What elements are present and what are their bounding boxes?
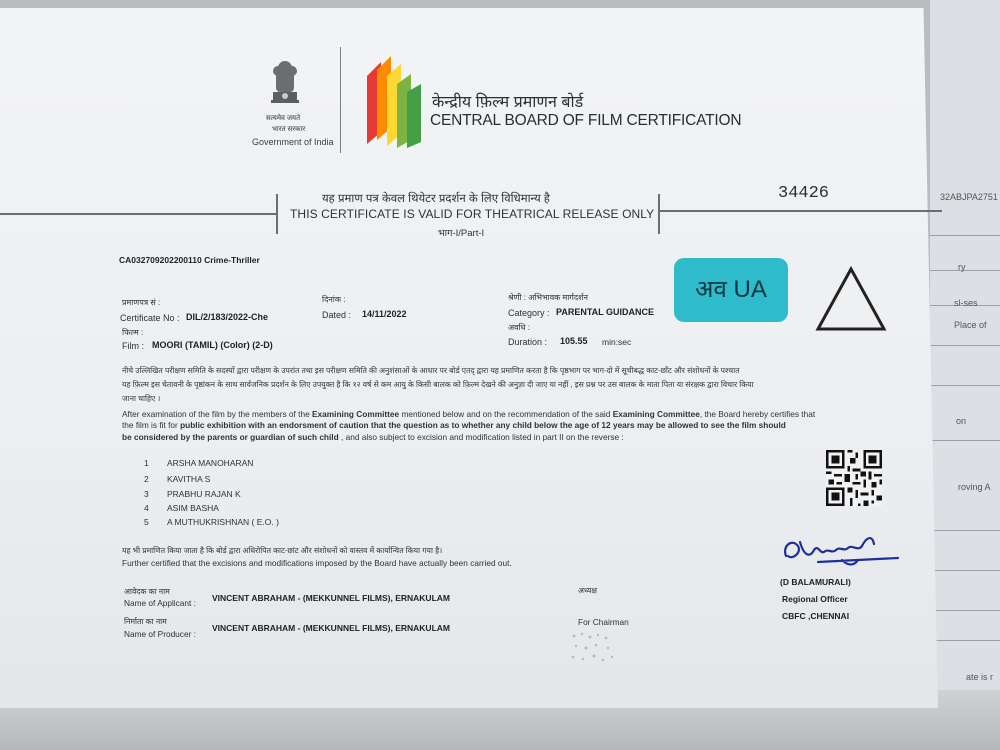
hindi-paragraph-line1: नीचे उल्लिखित परीक्षण समिति के सदस्यों द्वारा परीक्षण के उपरांत तथा इस परीक्षण समिति की अनुशंसाओं के आधार पर बोर्ड एतद् द्वारा यह प्रमाणित करता है कि पृष्ठभाग पर भाग-दो में सूचीबद्ध काट-छाँट और संशोधनों के पश्चात: [122, 366, 740, 375]
duration-value: 105.55: [560, 336, 588, 346]
list-item-number: 1: [144, 458, 149, 468]
background-line: [930, 385, 1000, 386]
header-rule-right: [660, 210, 942, 212]
text-run: After examination of the film by the members of the: [122, 409, 312, 419]
background-text: on: [956, 416, 967, 426]
film-hindi: फिल्म :: [122, 328, 144, 337]
english-paragraph-line2: [122, 420, 786, 430]
list-item-name: ARSHA MANOHARAN: [167, 458, 254, 468]
producer-hindi: निर्माता का नाम: [124, 617, 167, 626]
text-run-bold: Examining Committee: [612, 409, 700, 419]
validity-english: THIS CERTIFICATE IS VALID FOR THEATRICAL RELEASE ONLY: [290, 207, 655, 221]
list-item-name: KAVITHA S: [167, 474, 211, 484]
reference-number: CA032709202200110 Crime-Thriller: [119, 255, 260, 265]
list-item-number: 4: [144, 503, 149, 513]
duration-unit: min:sec: [602, 337, 632, 347]
qr-code-icon: [826, 450, 882, 506]
certificate-no-label: Certificate No :: [120, 313, 180, 323]
banner-bracket-right: [658, 194, 660, 234]
list-item-number: 3: [144, 489, 149, 499]
text-run-bold: Examining Committee: [312, 409, 400, 419]
duration-label: Duration :: [508, 337, 548, 347]
dated-value: 14/11/2022: [362, 309, 407, 319]
certificate-no-value: DIL/2/183/2022-Che: [186, 312, 269, 322]
serial-number: 34426: [778, 184, 830, 203]
list-item: [144, 474, 211, 484]
national-emblem-icon: [265, 58, 305, 114]
applicant-label: Name of Applicant :: [124, 598, 196, 608]
hindi-paragraph-line2: यह फ़िल्म इस चेतावनी के पृष्ठांकन के साथ सार्वजनिक प्रदर्शन के लिए उपयुक्त है कि १२ वर्ष से कम आयु के किसी बालक को फ़िल्म देखने की अनुज्ञा दी जाए या नहीं , इस प्रश्न पर उस बालक के माता पिता या संरक्षक द्वारा विचार किया: [122, 380, 754, 389]
header-divider: [340, 47, 341, 153]
hindi-paragraph-line3: जाना चाहिए ।: [122, 394, 161, 403]
board-name-hindi: केन्द्रीय फ़िल्म प्रमाणन बोर्ड: [432, 94, 584, 111]
further-english: Further certified that the excisions and modifications imposed by the Board have actually been carried out.: [122, 558, 512, 568]
cbfc-logo-icon: [365, 56, 423, 148]
category-hindi: श्रेणी : अभिभावक मार्गदर्शन: [508, 293, 588, 302]
background-document: [930, 0, 1000, 750]
govt-hindi: भारत सरकार: [272, 126, 306, 133]
background-line: [930, 610, 1000, 611]
background-text: ate is r: [966, 672, 994, 682]
background-text: sl-ses: [954, 298, 978, 308]
govt-english: Government of India: [252, 137, 334, 147]
list-item-number: 5: [144, 517, 149, 527]
film-value: MOORI (TAMIL) (Color) (2-D): [152, 340, 273, 350]
rating-badge: अव UA: [674, 258, 788, 322]
background-text: 32ABJPA2751: [940, 192, 998, 202]
list-item-name: ASIM BASHA: [167, 503, 219, 513]
officer-title: Regional Officer: [782, 594, 848, 604]
list-item: [144, 458, 254, 468]
background-line: [930, 570, 1000, 571]
list-item: [144, 503, 219, 513]
list-item-number: 2: [144, 474, 149, 484]
english-paragraph-line3: [122, 432, 624, 442]
background-line: [930, 440, 1000, 441]
text-run: , and also subject to excision and modification listed in part II on the reverse :: [338, 432, 624, 442]
validity-part: भाग-I/Part-I: [438, 228, 485, 239]
producer-value: VINCENT ABRAHAM - (MEKKUNNEL FILMS), ERNAKULAM: [212, 623, 450, 633]
emblem-motto: सत्यमेव जयते: [266, 115, 301, 122]
dated-hindi: दिनांक :: [322, 295, 346, 304]
applicant-hindi: आवेदक का नाम: [124, 587, 170, 596]
background-line: [930, 345, 1000, 346]
applicant-value: VINCENT ABRAHAM - (MEKKUNNEL FILMS), ERNAKULAM: [212, 593, 450, 603]
text-run: mentioned below and on the recommendation of the said: [399, 409, 613, 419]
chairman-hindi: अध्यक्ष: [578, 586, 598, 595]
text-run-bold: public exhibition with an endorsment of caution that the question as to whether any child below the age of 12 years may be allowed to see the film should: [180, 420, 786, 430]
background-text: Place of: [954, 320, 987, 330]
officer-signature: [778, 526, 908, 576]
list-item: [144, 489, 241, 499]
list-item-name: A MUTHUKRISHNAN ( E.O. ): [167, 517, 279, 527]
dated-label: Dated :: [322, 310, 352, 320]
list-item-name: PRABHU RAJAN K: [167, 489, 241, 499]
english-paragraph-line1: [122, 409, 815, 419]
background-text: roving A: [958, 482, 991, 492]
text-run: the film is fit for: [122, 420, 181, 430]
certificate-no-hindi: प्रमाणपत्र सं :: [122, 298, 161, 307]
category-value: PARENTAL GUIDANCE: [556, 307, 655, 317]
duration-hindi: अवधि :: [508, 323, 530, 332]
chairman-label: For Chairman: [578, 617, 629, 627]
officer-office: CBFC ,CHENNAI: [782, 611, 850, 621]
text-run-bold: be considered by the parents or guardian of such child: [122, 432, 339, 442]
background-line: [930, 530, 1000, 531]
background-text: ry: [958, 262, 966, 272]
background-line: [930, 235, 1000, 236]
ua-triangle-icon: [815, 266, 887, 332]
board-name-english: CENTRAL BOARD OF FILM CERTIFICATION: [430, 112, 742, 129]
category-label: Category :: [508, 308, 550, 318]
background-line: [930, 640, 1000, 641]
validity-hindi: यह प्रमाण पत्र केवल थियेटर प्रदर्शन के लिए विधिमान्य है: [322, 193, 550, 205]
producer-label: Name of Producer :: [124, 629, 196, 639]
film-label: Film :: [122, 341, 144, 351]
header-rule-left: [0, 213, 278, 215]
officer-name: (D BALAMURALI): [780, 577, 851, 587]
list-item: [144, 517, 279, 527]
text-run: , the Board hereby certifies that: [699, 409, 816, 419]
office-stamp: [568, 628, 616, 668]
banner-bracket-left: [276, 194, 278, 234]
further-hindi: यह भी प्रमाणित किया जाता है कि बोर्ड द्वारा अधिरोपित काट-छांट और संशोधनों को वास्तव में कार्यान्वित किया गया है।: [122, 546, 443, 555]
